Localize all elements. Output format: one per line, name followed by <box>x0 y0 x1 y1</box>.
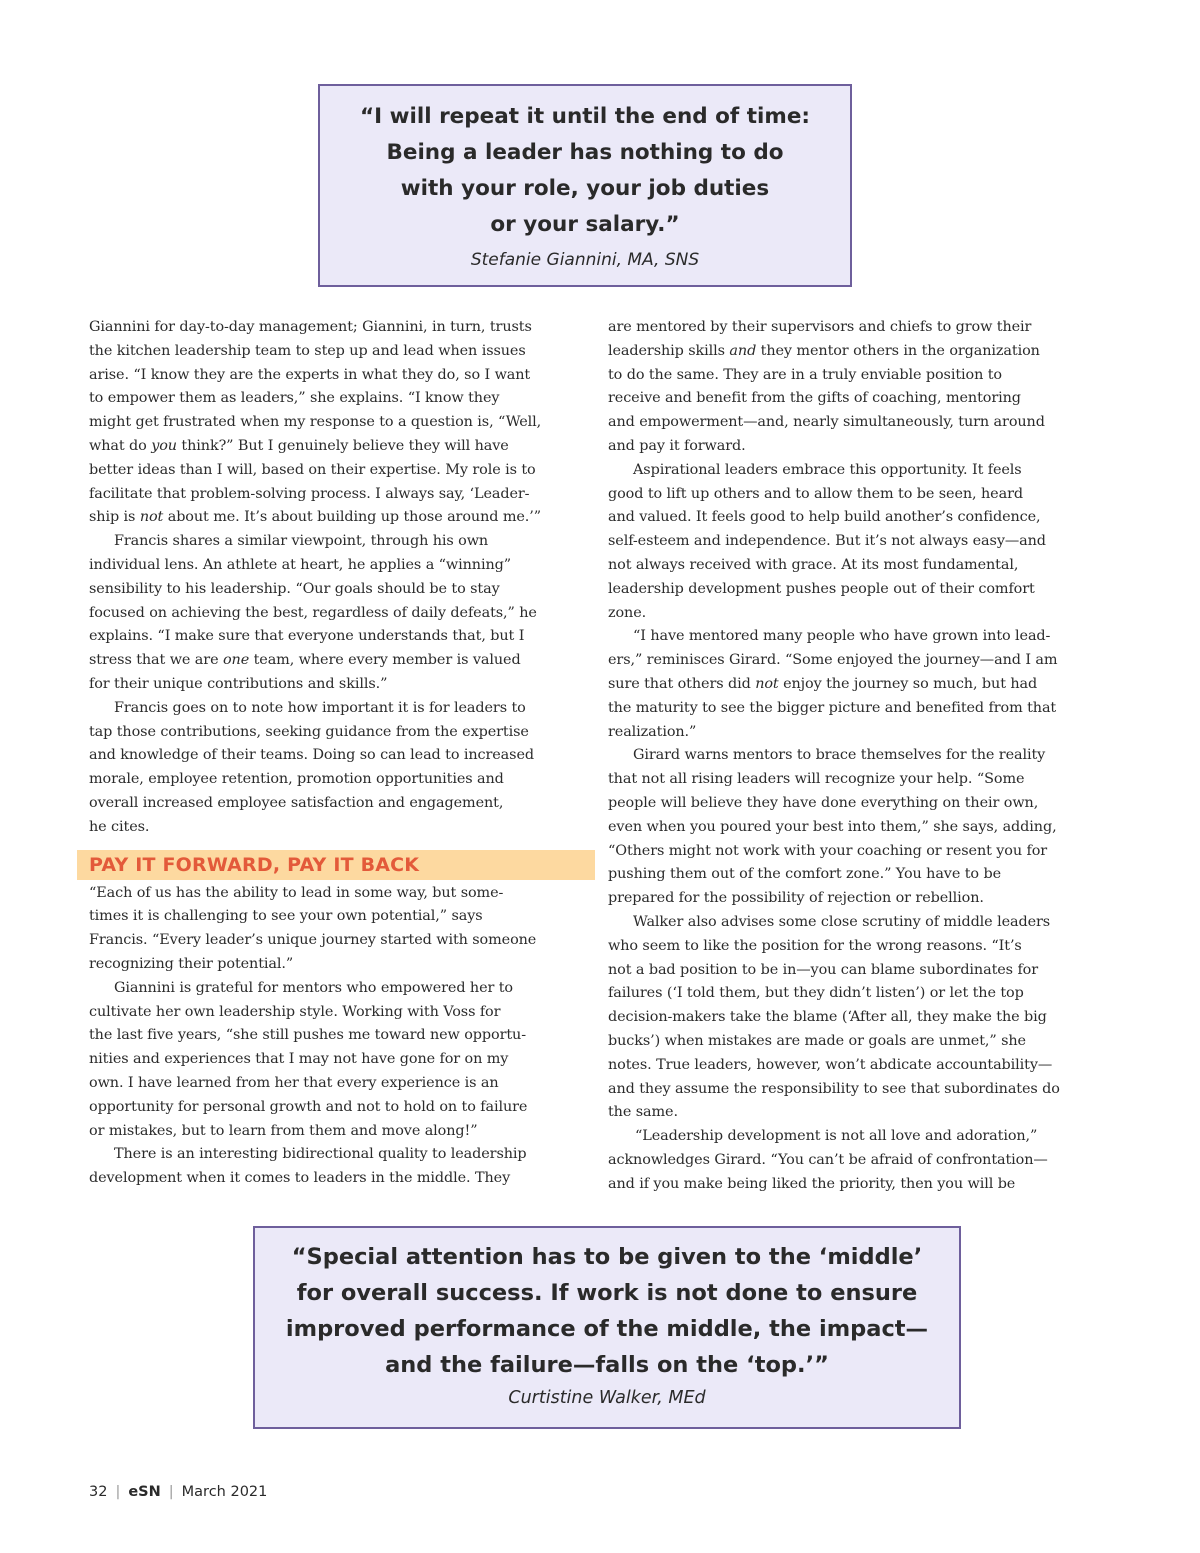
text-line: the last five years, “she still pushes me toward new opportu- <box>89 1027 526 1044</box>
text-line: “Each of us has the ability to lead in some way, but some- <box>89 884 504 901</box>
text-line: and if you make being liked the priority, then you will be <box>608 1175 1016 1192</box>
text-line: nities and experiences that I may not have gone for on my <box>89 1051 509 1068</box>
text-line: self-esteem and independence. But it’s not always easy—and <box>608 533 1046 550</box>
text-line: overall increased employee satisfaction and engagement, <box>89 794 504 811</box>
pull-quote-attribution: Curtistine Walker, MEd <box>508 1388 706 1408</box>
pull-quote-line: “I will repeat it until the end of time: <box>360 104 810 129</box>
text-line: people will believe they have done everything on their own, <box>608 794 1039 811</box>
text-line: for their unique contributions and skills.” <box>89 675 388 692</box>
pull-quote-attribution: Stefanie Giannini, MA, SNS <box>470 250 700 270</box>
footer-separator: | <box>168 1484 174 1500</box>
text-line: own. I have learned from her that every experience is an <box>89 1074 499 1091</box>
text-line: recognizing their potential.” <box>89 955 294 972</box>
left-column <box>89 316 595 1191</box>
text-line: to do the same. They are in a truly enviable position to <box>608 366 1002 383</box>
text-run: leadership skills <box>608 342 730 359</box>
emphasis-text: not <box>755 675 779 692</box>
text-line: even when you poured your best into them,” she says, adding, <box>608 818 1057 835</box>
text-line <box>608 673 1114 697</box>
text-run: think?” But I genuinely believe they will have <box>176 437 509 454</box>
text-line: “Leadership development is not all love and adoration,” <box>635 1128 1038 1145</box>
magazine-name: eSN <box>128 1484 161 1500</box>
text-line: Giannini is grateful for mentors who empowered her to <box>114 979 513 996</box>
text-line: Francis shares a similar viewpoint, through his own <box>114 533 489 550</box>
text-line: receive and benefit from the gifts of coaching, mentoring <box>608 390 1021 407</box>
text-line: good to lift up others and to allow them to be seen, heard <box>608 485 1023 502</box>
text-line: morale, employee retention, promotion opportunities and <box>89 771 504 788</box>
text-run: about me. It’s about building up those around me.’” <box>163 509 541 526</box>
text-line: the maturity to see the bigger picture and benefited from that <box>608 699 1057 716</box>
text-line: pushing them out of the comfort zone.” You have to be <box>608 866 1001 883</box>
text-line: times it is challenging to see your own potential,” says <box>89 908 483 925</box>
text-line: “I have mentored many people who have grown into lead- <box>633 628 1051 645</box>
text-line: and valued. It feels good to help build another’s confidence, <box>608 509 1041 526</box>
text-line: “Others might not work with your coaching or resent you for <box>608 842 1048 859</box>
text-line: facilitate that problem-solving process. I always say, ‘Leader- <box>89 485 530 502</box>
text-line: not always received with grace. At its most fundamental, <box>608 556 1019 573</box>
issue-date: March 2021 <box>181 1484 268 1500</box>
text-line: that not all rising leaders will recognize your help. “Some <box>608 771 1025 788</box>
text-line: Francis. “Every leader’s unique journey started with someone <box>89 932 537 949</box>
text-line: cultivate her own leadership style. Working with Voss for <box>89 1003 501 1020</box>
text-line <box>89 649 595 673</box>
page-footer <box>89 1484 267 1500</box>
text-line: not a bad position to be in—you can blame subordinates for <box>608 961 1039 978</box>
text-line: Francis goes on to note how important it is for leaders to <box>114 699 526 716</box>
text-line: focused on achieving the best, regardless of daily defeats,” he <box>89 604 537 621</box>
text-line: leadership development pushes people out of their comfort <box>608 580 1035 597</box>
right-column <box>608 316 1114 1196</box>
text-line: decision-makers take the blame (‘After all, they make the big <box>608 1009 1047 1026</box>
text-line: the kitchen leadership team to step up and lead when issues <box>89 342 526 359</box>
text-line: are mentored by their supervisors and chiefs to grow their <box>608 319 1032 335</box>
emphasis-text: not <box>139 509 164 526</box>
text-line: individual lens. An athlete at heart, he applies a “winning” <box>89 556 511 573</box>
emphasis-text: and <box>729 342 757 359</box>
text-line: Giannini for day-to-day management; Giannini, in turn, trusts <box>89 319 532 335</box>
pull-quote-line: and the failure—falls on the ‘top.’” <box>385 1352 829 1378</box>
text-line: development when it comes to leaders in the middle. They <box>89 1170 511 1187</box>
text-line <box>89 506 595 530</box>
text-line: prepared for the possibility of rejection or rebellion. <box>608 890 984 907</box>
text-line: better ideas than I will, based on their expertise. My role is to <box>89 461 536 478</box>
text-line: and knowledge of their teams. Doing so can lead to increased <box>89 747 534 764</box>
text-line: and they assume the responsibility to see that subordinates do <box>608 1080 1060 1097</box>
text-line: There is an interesting bidirectional quality to leadership <box>114 1146 527 1163</box>
emphasis-text: one <box>222 652 250 669</box>
text-line <box>608 340 1114 364</box>
text-line: Aspirational leaders embrace this opportunity. It feels <box>633 461 1022 478</box>
text-line <box>89 435 595 459</box>
text-line: he cites. <box>89 818 150 835</box>
pull-quote-line: or your salary.” <box>490 212 680 237</box>
text-line: might get frustrated when my response to a question is, “Well, <box>89 414 542 431</box>
text-run: sure that others did <box>608 675 756 692</box>
text-line: and empowerment—and, nearly simultaneously, turn around <box>608 414 1045 431</box>
text-line: tap those contributions, seeking guidance from the expertise <box>89 723 529 740</box>
text-line: Girard warns mentors to brace themselves for the reality <box>633 747 1046 764</box>
text-line: sensibility to his leadership. “Our goals should be to stay <box>89 580 500 597</box>
footer-separator: | <box>115 1484 121 1500</box>
pull-quote-line: for overall success. If work is not done to ensure <box>296 1280 918 1306</box>
pull-quote-top <box>318 84 852 287</box>
pull-quote-bottom <box>253 1226 961 1429</box>
text-run: enjoy the journey so much, but had <box>778 675 1038 692</box>
text-line: the same. <box>608 1104 678 1121</box>
pull-quote-line: improved performance of the middle, the impact— <box>285 1316 929 1342</box>
text-run: what do <box>89 437 152 454</box>
emphasis-text: you <box>151 437 177 454</box>
text-line: Walker also advises some close scrutiny of middle leaders <box>633 913 1051 930</box>
text-line: explains. “I make sure that everyone understands that, but I <box>89 628 525 645</box>
text-line: ers,” reminisces Girard. “Some enjoyed the journey—and I am <box>608 652 1058 669</box>
text-run: stress that we are <box>89 652 223 669</box>
pull-quote-line: Being a leader has nothing to do <box>386 140 784 165</box>
text-run: they mentor others in the organization <box>756 342 1040 359</box>
page-number: 32 <box>89 1484 108 1500</box>
text-line: arise. “I know they are the experts in what they do, so I want <box>89 366 531 383</box>
text-line: opportunity for personal growth and not to hold on to failure <box>89 1098 528 1115</box>
text-line: acknowledges Girard. “You can’t be afraid of confrontation— <box>608 1151 1048 1168</box>
text-line: to empower them as leaders,” she explains. “I know they <box>89 390 500 407</box>
section-heading: PAY IT FORWARD, PAY IT BACK <box>77 850 595 880</box>
text-line: zone. <box>608 604 647 621</box>
text-run: ship is <box>89 509 140 526</box>
text-line: who seem to like the position for the wrong reasons. “It’s <box>608 937 1022 954</box>
pull-quote-line: “Special attention has to be given to the ‘middle’ <box>291 1244 923 1270</box>
text-run: team, where every member is valued <box>249 652 521 669</box>
text-line: bucks’) when mistakes are made or goals are unmet,” she <box>608 1032 1026 1049</box>
pull-quote-line: with your role, your job duties <box>400 176 770 201</box>
text-line: or mistakes, but to learn from them and move along!” <box>89 1122 478 1139</box>
text-line: realization.” <box>608 723 697 740</box>
text-line: failures (‘I told them, but they didn’t listen’) or let the top <box>608 985 1024 1002</box>
text-line: notes. True leaders, however, won’t abdicate accountability— <box>608 1056 1053 1073</box>
text-line: and pay it forward. <box>608 437 746 454</box>
